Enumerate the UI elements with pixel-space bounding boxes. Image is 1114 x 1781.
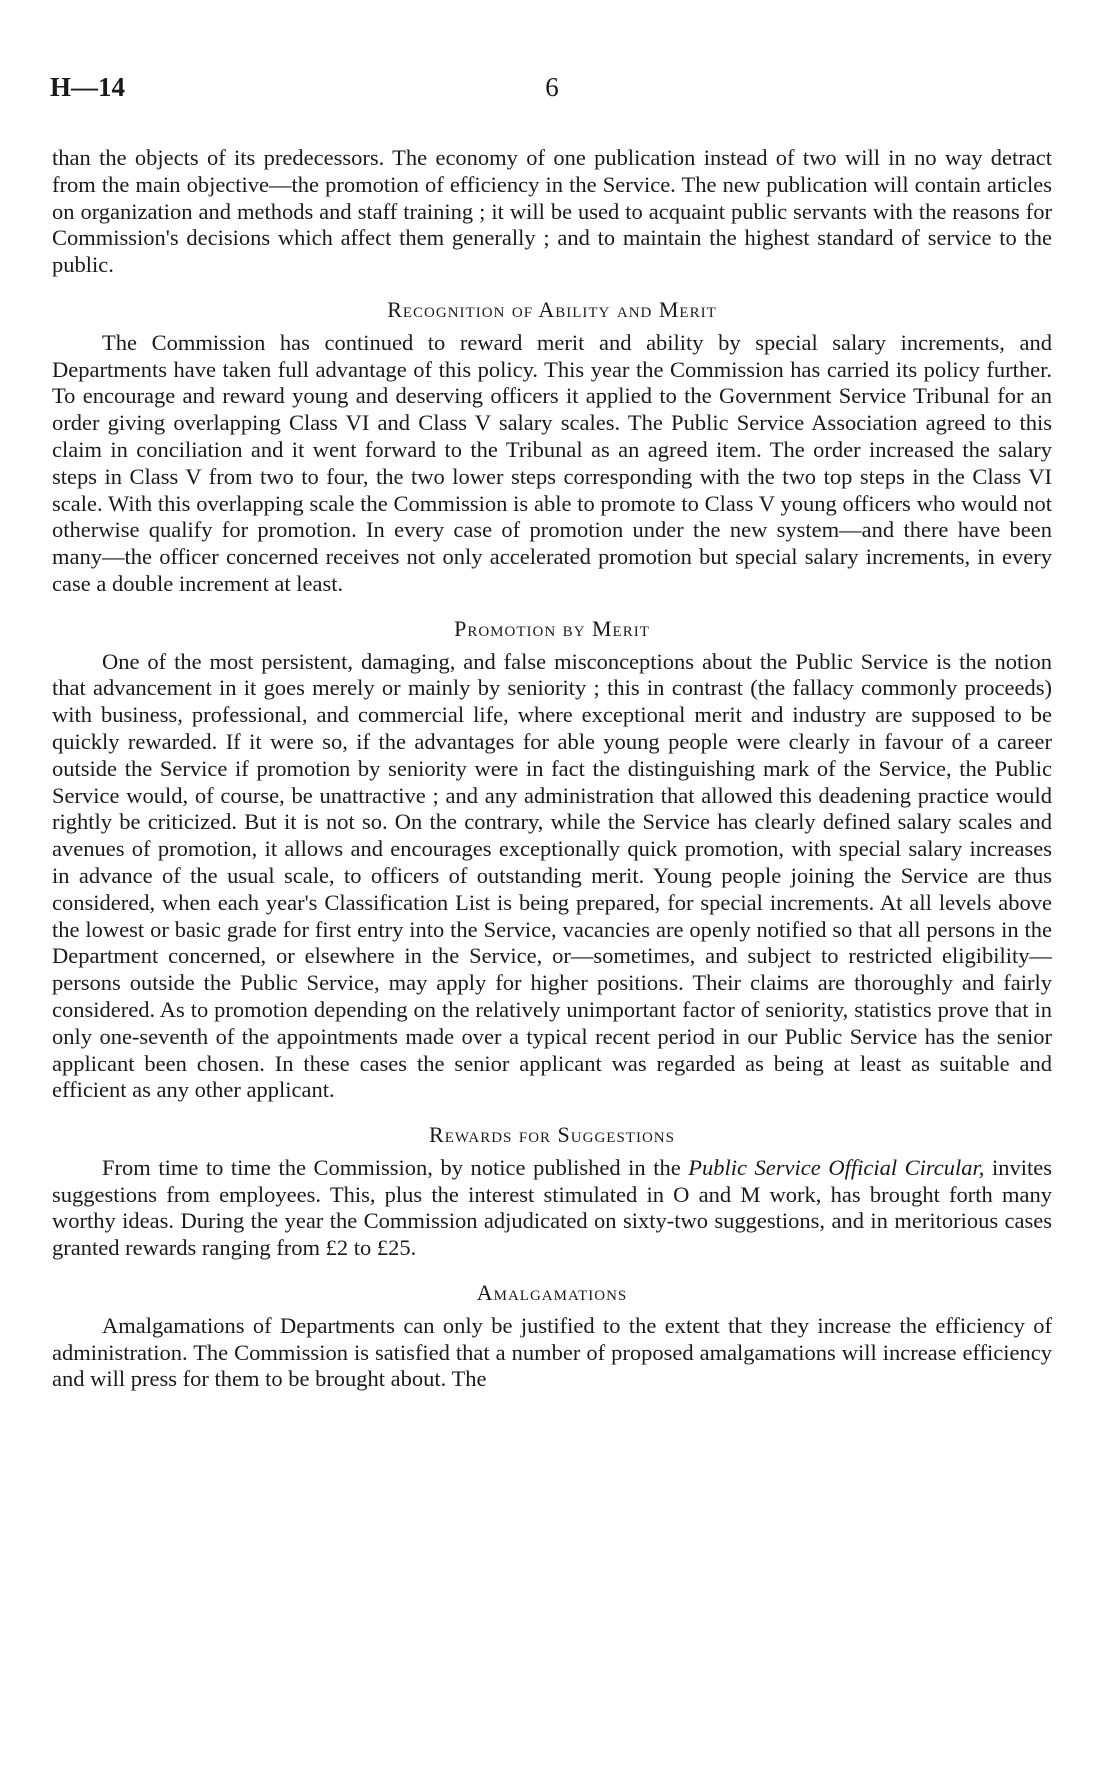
intro-paragraph: than the objects of its predecessors. The economy of one publication instead of two will in no way detract from the main objective—the promotion of efficiency in the Service. The new publication will contain articles on organization and methods and staff training ; it will be used to acquaint public servants with the reasons for Commission's decisions which affect them generally ; and to maintain the highest standard of service to the public. bbox=[52, 145, 1052, 278]
amalgamations-paragraph: Amalgamations of Departments can only be justified to the extent that they increase the efficiency of administration. The Commission is satisfied that a number of proposed amalgamations will increase efficiency and will press for them to be brought about. The bbox=[52, 1312, 1052, 1392]
suggestions-paragraph bbox=[52, 1155, 1052, 1262]
promotion-paragraph: One of the most persistent, damaging, and false misconceptions about the Public Service is the notion that advancement in it goes merely or mainly by seniority ; this in contrast (the fallacy commonly proceeds) with business, professional, and commercial life, where exceptional merit and industry are supposed to be quickly rewarded. If it were so, if the advantages for able young people were clearly in favour of a career outside the Service if promotion by seniority were in fact the distinguishing mark of the Service, the Public Service would, of course, be unattractive ; and any administration that allowed this deadening practice would rightly be criticized. But it is not so. On the contrary, while the Service has clearly defined salary scales and avenues of promotion, it allows and encourages exceptionally quick promotion, with special salary increases in advance of the usual scale, to officers of outstanding merit. Young people joining the Service are thus considered, when each year's Classification List is being prepared, for special increments. At all levels above the lowest or basic grade for first entry into the Service, vacancies are openly notified so that all persons in the Department concerned, or elsewhere in the Service, or—sometimes, and subject to restricted eligibility—persons outside the Public Service, may apply for higher positions. Their claims are thoroughly and fairly considered. As to promotion depending on the relatively unimportant factor of seniority, statistics prove that in only one-seventh of the appointments made over a typical recent period in our Public Service has the senior applicant been chosen. In these cases the senior applicant was regarded as being at least as suitable and efficient as any other applicant. bbox=[52, 648, 1052, 1103]
page-number: 6 bbox=[545, 72, 559, 102]
circular-title: Public Service Official Circular, bbox=[688, 1154, 985, 1180]
promotion-heading: Promotion by Merit bbox=[454, 615, 650, 641]
page-header bbox=[50, 72, 1054, 112]
suggestions-heading: Rewards for Suggestions bbox=[429, 1122, 675, 1148]
document-body bbox=[52, 145, 1052, 1393]
suggestions-text-before: From time to time the Commission, by notice published in the bbox=[102, 1154, 689, 1180]
recognition-paragraph: The Commission has continued to reward merit and ability by special salary increments, and Departments have taken full advantage of this policy. This year the Commission has carried its policy further. To encourage and reward young and deserving officers it applied to the Government Service Tribunal for an order giving overlapping Class VI and Class V salary scales. The Public Service Association agreed to this claim in conciliation and it went forward to the Tribunal as an agreed item. The order increased the salary steps in Class V from two to four, the two lower steps corresponding with the two top steps in the Class VI scale. With this overlapping scale the Commission is able to promote to Class V young officers who would not otherwise qualify for promotion. In every case of promotion under the new system—and there have been many—the officer concerned receives not only accelerated promotion but special salary increments, in every case a double increment at least. bbox=[52, 329, 1052, 596]
amalgamations-heading: Amalgamations bbox=[476, 1280, 628, 1306]
document-reference: H—14 bbox=[50, 72, 126, 102]
suggestions-text-after: invites suggestions from employees. This, plus the interest stimulated in O and M work, has brought forth many worthy ideas. During the year the Commission adjudicated on sixty-two suggestions, and in meritorious cases granted rewards ranging from £2 to £25. bbox=[52, 1154, 1052, 1261]
recognition-heading: Recognition of Ability and Merit bbox=[387, 296, 717, 322]
